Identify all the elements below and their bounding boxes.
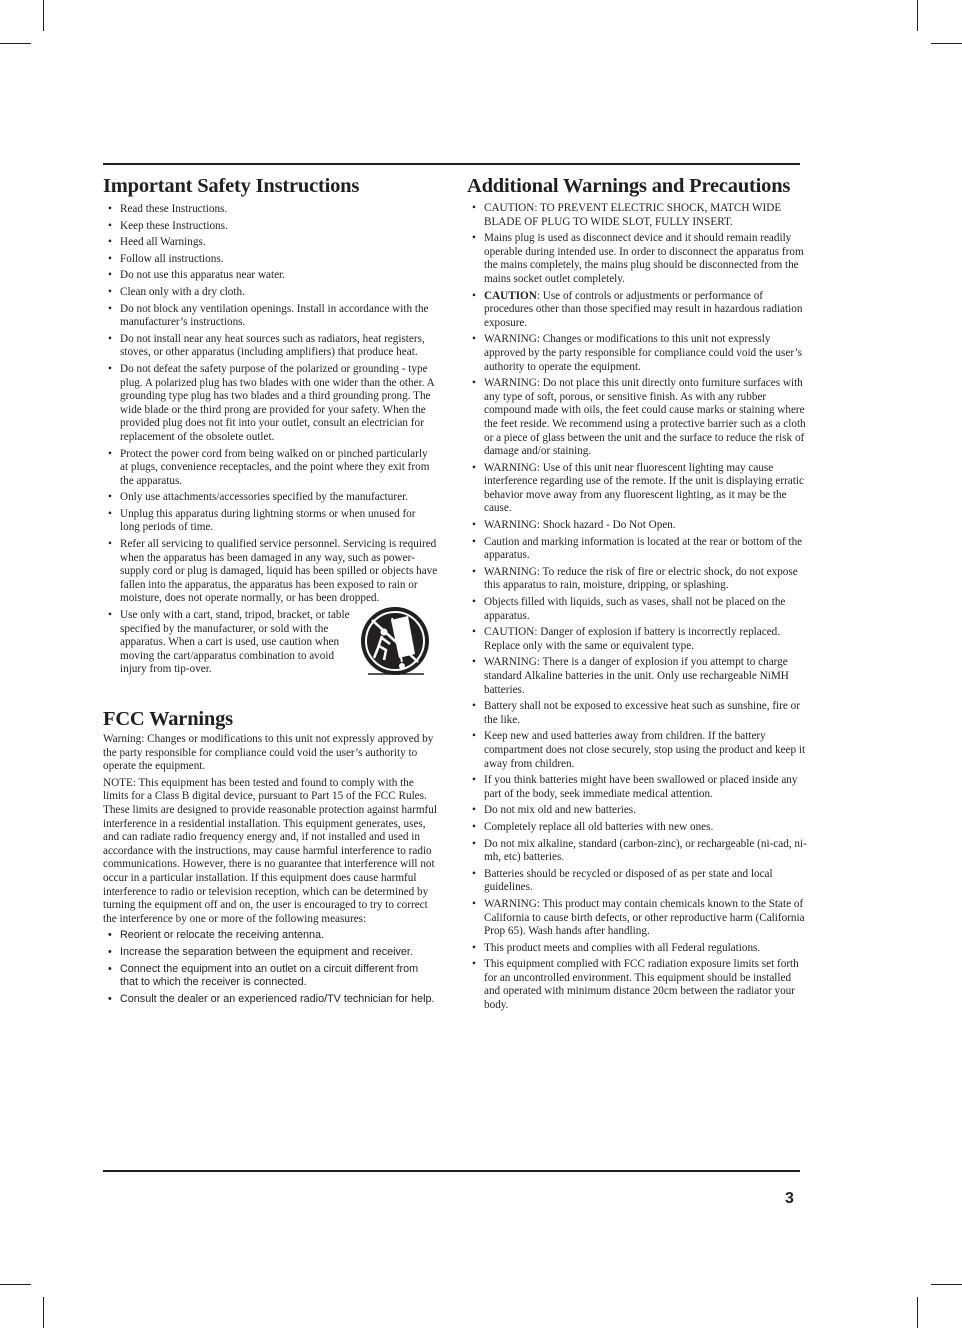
warnings-section xyxy=(467,174,810,1013)
list-item: • Follow all instructions. xyxy=(103,253,438,267)
left-column xyxy=(103,174,438,1009)
list-item: • Keep new and used batteries away from children. If the battery compartment does not close securely, stop using the product and keep it away from children. xyxy=(467,730,810,771)
safety-list xyxy=(103,203,438,677)
list-item: • WARNING: Do not place this unit directly onto furniture surfaces with any type of soft, porous, or sensitive finish. As with any rubber compound made with oils, the feet could cause marks or staining where the feet reside. We recommend using a protective barrier such as a cloth or a piece of glass between the unit and the surface to reduce the risk of damage and/or staining. xyxy=(467,377,810,459)
list-item: • WARNING: There is a danger of explosion if you attempt to charge standard Alkaline batteries in the unit. Only use rechargeable NiMH batteries. xyxy=(467,656,810,697)
crop-mark xyxy=(931,1284,962,1285)
list-item: • WARNING: Changes or modifications to this unit not expressly approved by the party responsible for compliance could void the user’s authority to operate the equipment. xyxy=(467,333,810,374)
warnings-title: Additional Warnings and Precautions xyxy=(467,175,791,197)
list-item: • Refer all servicing to qualified service personnel. Servicing is required when the apparatus has been damaged in any way, such as power-supply cord or plug is damaged, liquid has been spilled or objects have fallen into the apparatus, the apparatus has been exposed to rain or moisture, does not operate normally, or has been dropped. xyxy=(103,538,438,606)
list-item: • Mains plug is used as disconnect device and it should remain readily operable during intended use. In order to disconnect the apparatus from the mains completely, the mains plug should be disconnected from the mains socket outlet completely. xyxy=(467,232,810,286)
warnings-list xyxy=(467,202,810,1013)
list-item: • Consult the dealer or an experienced radio/TV technician for help. xyxy=(103,993,438,1007)
crop-mark xyxy=(43,0,44,31)
crop-mark xyxy=(917,0,918,31)
list-item: • Do not mix old and new batteries. xyxy=(467,804,810,818)
safety-section xyxy=(103,174,438,677)
list-item: • CAUTION: Danger of explosion if battery is incorrectly replaced. Replace only with the same or equivalent type. xyxy=(467,626,810,653)
crop-mark xyxy=(0,43,31,44)
fcc-title: FCC Warnings xyxy=(103,708,233,730)
list-item: • Reorient or relocate the receiving antenna. xyxy=(103,929,438,943)
list-item: • Protect the power cord from being walked on or pinched particularly at plugs, convenience receptacles, and the point where they exit from the apparatus. xyxy=(103,448,438,489)
list-item: • Only use attachments/accessories specified by the manufacturer. xyxy=(103,491,438,505)
list-item: • Do not mix alkaline, standard (carbon-zinc), or rechargeable (ni-cad, ni-mh, etc) batteries. xyxy=(467,838,810,865)
list-item: • Battery shall not be exposed to excessive heat such as sunshine, fire or the like. xyxy=(467,700,810,727)
cart-tip-over-icon xyxy=(358,606,432,680)
list-item: • This equipment complied with FCC radiation exposure limits set forth for an uncontrolled environment. This equipment should be installed and operated with minimum distance 20cm between the radiator your body. xyxy=(467,958,810,1012)
list-item-caution xyxy=(467,290,810,331)
list-item: • WARNING: To reduce the risk of fire or electric shock, do not expose this apparatus to rain, moisture, dripping, or splashing. xyxy=(467,566,810,593)
list-item: • WARNING: Shock hazard - Do Not Open. xyxy=(467,519,810,533)
list-item: • WARNING: Use of this unit near fluorescent lighting may cause interference regarding use of the remote. If the unit is displaying erratic behavior move away from any fluorescent lighting, as it may be the cause. xyxy=(467,462,810,516)
list-item: • Caution and marking information is located at the rear or bottom of the apparatus. xyxy=(467,536,810,563)
list-item: • If you think batteries might have been swallowed or placed inside any part of the body, seek immediate medical attention. xyxy=(467,774,810,801)
list-item-cart xyxy=(103,609,438,677)
list-item: • Unplug this apparatus during lightning storms or when unused for long periods of time. xyxy=(103,508,438,535)
caution-text: : Use of controls or adjustments or performance of procedures other than those specified may result in hazardous radiation exposure. xyxy=(484,289,803,329)
list-item: • Do not defeat the safety purpose of the polarized or grounding - type plug. A polarized plug has two blades with one wider than the other. A grounding type plug has two blades and a third grounding prong. The wide blade or the third prong are provided for your safety. When the provided plug does not fit into your outlet, consult an electrician for replacement of the obsolete outlet. xyxy=(103,363,438,445)
list-item: • Keep these Instructions. xyxy=(103,220,438,234)
list-item: • Do not install near any heat sources such as radiators, heat registers, stoves, or other apparatus (including amplifiers) that produce heat. xyxy=(103,333,438,360)
list-item: • This product meets and complies with all Federal regulations. xyxy=(467,942,810,956)
list-item: • Objects filled with liquids, such as vases, shall not be placed on the apparatus. xyxy=(467,596,810,623)
safety-title: Important Safety Instructions xyxy=(103,175,360,197)
list-item: • Clean only with a dry cloth. xyxy=(103,286,438,300)
fcc-paragraph: Warning: Changes or modifications to this unit not expressly approved by the party responsible for compliance could void the user’s authority to operate the equipment. xyxy=(103,733,434,773)
list-item: • Read these Instructions. xyxy=(103,203,438,217)
list-item: • CAUTION: TO PREVENT ELECTRIC SHOCK, MATCH WIDE BLADE OF PLUG TO WIDE SLOT, FULLY INSERT. xyxy=(467,202,810,229)
cart-warning-text: Use only with a cart, stand, tripod, bracket, or table specified by the manufacturer, or sold with the apparatus. When a cart is used, use caution when moving the cart/apparatus combination to avoid injury from tip-over. xyxy=(120,609,350,676)
list-item: • Increase the separation between the equipment and receiver. xyxy=(103,946,438,960)
list-item: • Completely replace all old batteries with new ones. xyxy=(467,821,810,835)
list-item: • Batteries should be recycled or disposed of as per state and local guidelines. xyxy=(467,868,810,895)
fcc-section xyxy=(103,707,438,1006)
page-number: 3 xyxy=(785,1190,794,1207)
caution-label: CAUTION xyxy=(484,289,537,302)
list-item: • Do not use this apparatus near water. xyxy=(103,269,438,283)
list-item: • Connect the equipment into an outlet on a circuit different from that to which the receiver is connected. xyxy=(103,963,438,990)
fcc-paragraph: NOTE: This equipment has been tested and found to comply with the limits for a Class B digital device, pursuant to Part 15 of the FCC Rules. These limits are designed to provide reasonable protection against harmful interference in a residential installation. This equipment generates, uses, and can radiate radio frequency energy and, if not installed and used in accordance with the instructions, may cause harmful interference to radio communications. However, there is no guarantee that interference will not occur in a particular installation. If this equipment does cause harmful interference to radio or television reception, which can be determined by turning the equipment off and on, the user is encouraged to try to correct the interference by one or more of the following measures: xyxy=(103,776,437,925)
top-rule xyxy=(103,163,800,165)
crop-mark xyxy=(43,1297,44,1328)
bottom-rule xyxy=(103,1170,800,1172)
list-item: • WARNING: This product may contain chemicals known to the State of California to cause birth defects, or other reproductive harm (California Prop 65). Wash hands after handling. xyxy=(467,898,810,939)
crop-mark xyxy=(0,1284,31,1285)
list-item: • Do not block any ventilation openings. Install in accordance with the manufacturer’s instructions. xyxy=(103,303,438,330)
list-item: • Heed all Warnings. xyxy=(103,236,438,250)
crop-mark xyxy=(931,43,962,44)
crop-mark xyxy=(917,1297,918,1328)
fcc-measures-list xyxy=(103,929,438,1006)
right-column xyxy=(467,174,810,1016)
